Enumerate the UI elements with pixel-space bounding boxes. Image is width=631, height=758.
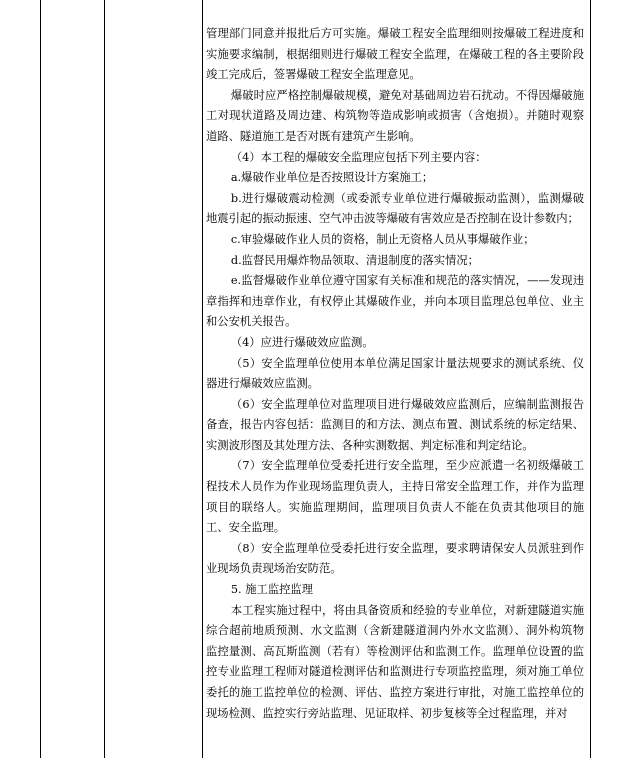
list-item: e.监督爆破作业单位遵守国家有关标准和规范的落实情况，——发现违章指挥和违章作业，有权停止其爆破作业，并向本项目监理总包单位、业主和公安机关报告。	[206, 274, 584, 329]
list-item: b.进行爆破震动检测（或委派专业单位进行爆破振动监测），监测爆破地震引起的振动振速、空气冲击波等爆破有害效应是否控制在设计参数内；	[206, 191, 584, 226]
section-heading: 5. 施工监控监理	[230, 583, 314, 597]
table-column-divider-2	[202, 0, 203, 758]
paragraph: 爆破时应严格控制爆破规模，避免对基础周边岩石扰动。不得因爆破施工对现状道路及周边建、构筑物等造成影响或损害（含炮损）。并随时观察道路、隧道施工是否对既有建筑产生影响。	[206, 88, 584, 143]
list-item: d.监督民用爆炸物品领取、清退制度的落实情况；	[230, 253, 479, 267]
list-item: c.审验爆破作业人员的资格，制止无资格人员从事爆破作业；	[230, 232, 535, 246]
paragraph: （4）应进行爆破效应监测。	[230, 335, 374, 349]
table-border-left	[40, 0, 41, 758]
paragraph: （8）安全监理单位受委托进行安全监理，要求聘请保安人员派驻到作业现场负责现场治安防范。	[206, 541, 584, 576]
content-cell	[206, 24, 584, 724]
paragraph: （7）安全监理单位受委托进行安全监理，至少应派遣一名初级爆破工程技术人员作为作业现场监理负责人，主持日常安全监理工作，并作为监理项目的联络人。实施监理期间，监理项目负责人不能在负责其他项目的施工、安全监理。	[206, 459, 584, 535]
paragraph: 管理部门同意并报批后方可实施。爆破工程安全监理细则按爆破工程进度和实施要求编制，根据细则进行爆破工程安全监理，在爆破工程的各主要阶段竣工完成后，签署爆破工程安全监理意见。	[206, 27, 584, 82]
list-item: a.爆破作业单位是否按照设计方案施工；	[230, 171, 434, 185]
paragraph: （4）本工程的爆破安全监理应包括下列主要内容：	[230, 150, 487, 164]
table-border-right	[590, 0, 591, 758]
paragraph: （5）安全监理单位使用本单位满足国家计量法规要求的测试系统、仪器进行爆破效应监测。	[206, 356, 584, 391]
table-column-divider-1	[104, 0, 105, 758]
paragraph: （6）安全监理单位对监理项目进行爆破效应监测后，应编制监测报告备查，报告内容包括：监测目的和方法、测点布置、测试系统的标定结果、实测波形图及其处理方法、各种实测数据、判定标准和判定结论。	[206, 397, 584, 452]
paragraph: 本工程实施过程中，将由具备资质和经验的专业单位，对新建隧道实施综合超前地质预测、水文监测（含新建隧道洞内外水文监测）、洞外构筑物监控量测、高瓦斯监测（若有）等检测评估和监测工作。监理单位设置的监控专业监理工程师对隧道检测评估和监测进行专项监控监理，须对施工单位委托的施工监控单位的检测、评估、监控方案进行审批，对施工监控单位的现场检测、监控实行旁站监理、见证取样、初步复核等全过程监理，并对	[206, 603, 584, 720]
